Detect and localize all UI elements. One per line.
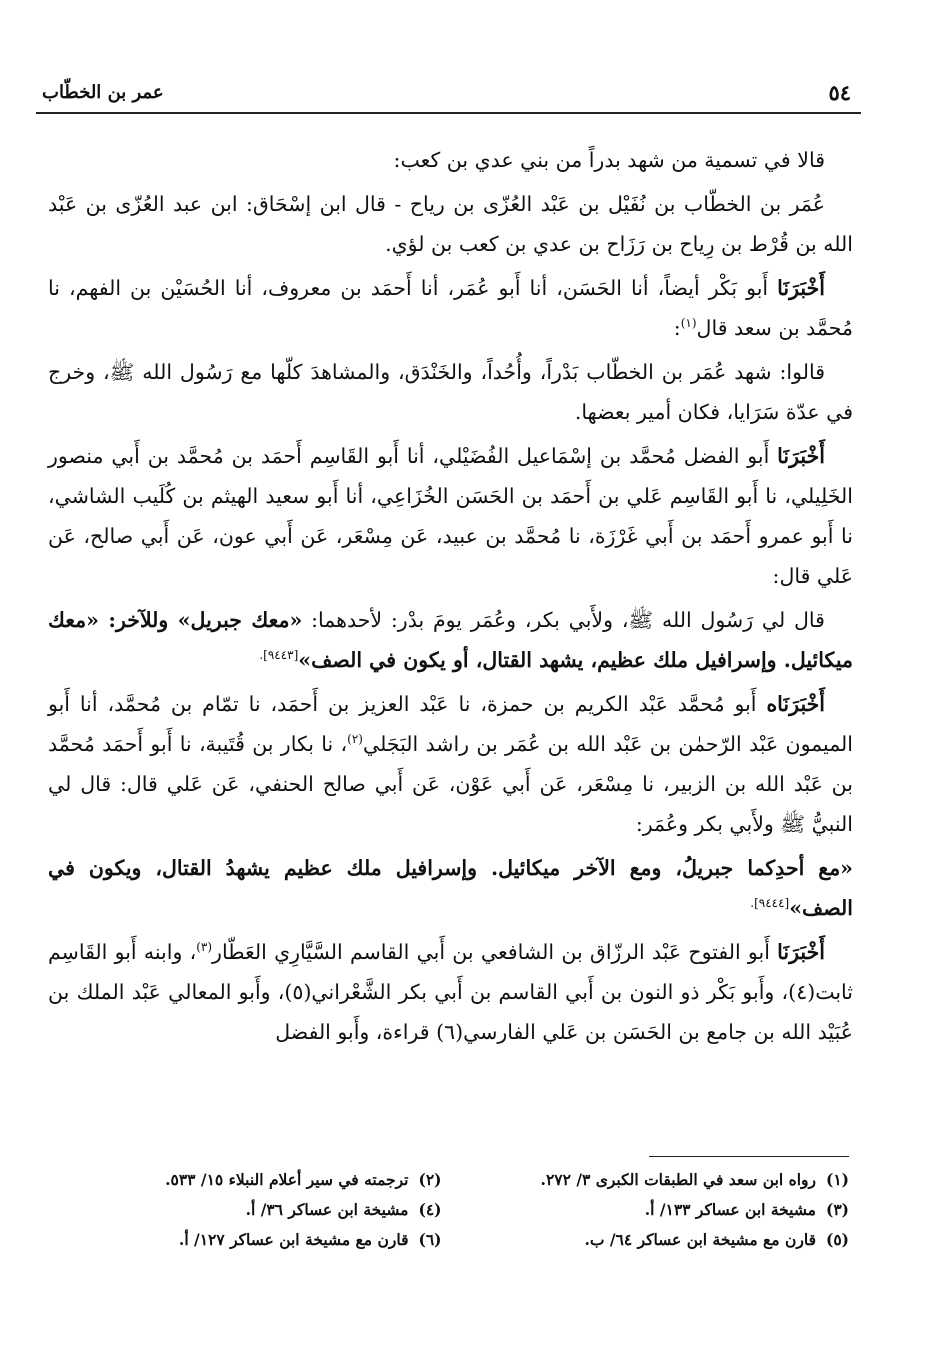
paragraph-1 — [48, 140, 853, 180]
footnote-text: قارن مع مشيخة ابن عساكر ٦٤/ ب. — [584, 1230, 816, 1249]
paragraph-text: أَبو مُحمَّد عَبْد الكريم بن حمزة، نا عَبْد العزيز بن أَحمَد، نا تمّام بن مُحمَّد، أنا أَبو الميمون عَبْد الرّحمٰن بن عَبْد الله بن عُمَر بن راشد البَجَلي — [48, 692, 853, 756]
footnote-text: قارن مع مشيخة ابن عساكر ١٢٧/ أ. — [178, 1230, 409, 1249]
footnote-number: (٣) — [825, 1200, 849, 1219]
footnote-number: (٥) — [825, 1230, 849, 1249]
footnote-text: مشيخة ابن عساكر ١٣٣/ أ. — [644, 1200, 816, 1219]
paragraph-9 — [48, 932, 853, 1052]
footnote-number: (٢) — [418, 1170, 442, 1189]
paragraph-text: أَبو الفتوح عَبْد الرزّاق بن الشافعي بن أَبي القاسم السَّيَّارِي العَطّار — [212, 940, 778, 964]
footnote-number: (٤) — [418, 1200, 442, 1219]
hadith-number: [٩٤٤٤]. — [750, 896, 790, 911]
isnad-lead: أَخْبَرَنَا — [777, 444, 825, 468]
running-title: عمر بن الخطّاب — [42, 82, 164, 103]
paragraph-text: قال لي رَسُول الله ﷺ، ولأَبي بكر، وعُمَر يومَ بدْر: لأحدهما: — [302, 608, 825, 632]
paragraph-tail: : — [673, 316, 681, 340]
isnad-lead: أَخْبَرَنَا — [777, 276, 825, 300]
paragraph-6 — [48, 600, 853, 680]
footnote-number: (٦) — [418, 1230, 442, 1249]
footnote-text: ترجمته في سير أعلام النبلاء ١٥/ ٥٣٣. — [165, 1170, 409, 1189]
paragraph-4 — [48, 352, 853, 432]
footnote-ref: (٢) — [347, 732, 363, 747]
paragraph-text: أَبو بَكْر أيضاً، أنا الحَسَن، أنا أَبو عُمَر، أنا أَحمَد بن معروف، أنا الحُسَيْن بن الفهم، نا مُحمَّد بن سعد قال — [48, 276, 853, 340]
page-header — [36, 76, 861, 114]
footnote-ref: (٣) — [196, 940, 213, 955]
paragraph-5 — [48, 436, 853, 596]
footnotes-section — [58, 1156, 849, 1251]
footnote-text: مشيخة ابن عساكر ٣٦/ أ. — [245, 1200, 409, 1219]
footnote-item — [58, 1229, 442, 1251]
isnad-lead: أَخْبَرَنَاه — [766, 692, 825, 716]
paragraph-2 — [48, 184, 853, 264]
footnote-number: (١) — [825, 1170, 849, 1189]
footnote-item — [58, 1199, 442, 1221]
footnote-list — [58, 1169, 849, 1251]
paragraph-7 — [48, 684, 853, 844]
paragraph-tail: ، نا بكار بن قُتَيبة، نا أَبو أَحمَد مُحمَّد بن عَبْد الله بن الزبير، نا مِسْعَر، عَن أَبي عَوْن، عَن أَبي صالح الحنفي، عَن عَلي قال: قال لي النبيُّ ﷺ ولأَبي بكر وعُمَر: — [48, 732, 853, 836]
footnote-ref: (١) — [680, 316, 697, 331]
isnad-lead: أَخْبَرَنَا — [777, 940, 825, 964]
paragraph-text: قالا في تسمية من شهد بدراً من بني عدي بن كعب: — [393, 148, 825, 172]
paragraph-tail: ، وابنه أَبو القَاسِم ثابت(٤)، وأَبو بَكْر ذو النون بن أَبي القاسم بن أَبي بكر الشَّعْراني(٥)، وأَبو المعالي عَبْد الملك بن عُبَيْد الله بن جامع بن الحَسَن بن عَلي الفارسي(٦) قراءة، وأَبو الفضل — [48, 940, 853, 1044]
paragraph-3 — [48, 268, 853, 348]
paragraph-text: أَبو الفضل مُحمَّد بن إسْمَاعيل الفُضَيْلي، أنا أَبو القَاسِم أَحمَد بن مُحمَّد بن أَبي منصور الخَلِيلي، نا أَبو القَاسِم عَلي بن أَحمَد بن الحَسَن الخُزَاعِي، أنا أَبو سعيد الهيثم بن كُلَيب الشاشي، نا أَبو عمرو أَحمَد بن أَبي غَرْزَة، نا مُحمَّد بن عبيد، عَن مِسْعَر، عَن أَبي عون، عَن أَبي صالح، عَن عَلي قال: — [48, 444, 853, 588]
footnote-text: رواه ابن سعد في الطبقات الكبرى ٣/ ٢٧٢. — [540, 1170, 816, 1189]
hadith-text: «معك جبريل» وللآخر: «معك ميكائيل. وإسرافيل ملك عظيم، يشهد القتال، أو يكون في الصف» — [48, 608, 853, 672]
footnote-item — [466, 1169, 850, 1191]
page-number: ٥٤ — [828, 80, 851, 105]
paragraph-text: عُمَر بن الخطّاب بن نُفَيْل بن عَبْد العُزّى بن رياح - قال ابن إسْحَاق: ابن عبد العُزّى بن عَبْد الله بن قُرْط بن رِياح بن رَزَاح بن عدي بن كعب بن لؤي. — [48, 192, 853, 256]
paragraph-8 — [48, 848, 853, 928]
footnote-divider — [649, 1156, 849, 1157]
footnote-item — [466, 1199, 850, 1221]
hadith-number: [٩٤٤٣]. — [259, 648, 299, 663]
main-text — [48, 140, 853, 1056]
footnote-item — [58, 1169, 442, 1191]
hadith-text: «مع أحدِكما جبريلُ، ومع الآخر ميكائيل. وإسرافيل ملك عظيم يشهدُ القتال، ويكون في الصف» — [48, 856, 853, 920]
paragraph-text: قالوا: شهد عُمَر بن الخطّاب بَدْراً، وأُحُداً، والخَنْدَق، والمشاهدَ كلّها مع رَسُول الله ﷺ، وخرج في عدّة سَرَايا، فكان أمير بعضها. — [48, 360, 853, 424]
footnote-item — [466, 1229, 850, 1251]
